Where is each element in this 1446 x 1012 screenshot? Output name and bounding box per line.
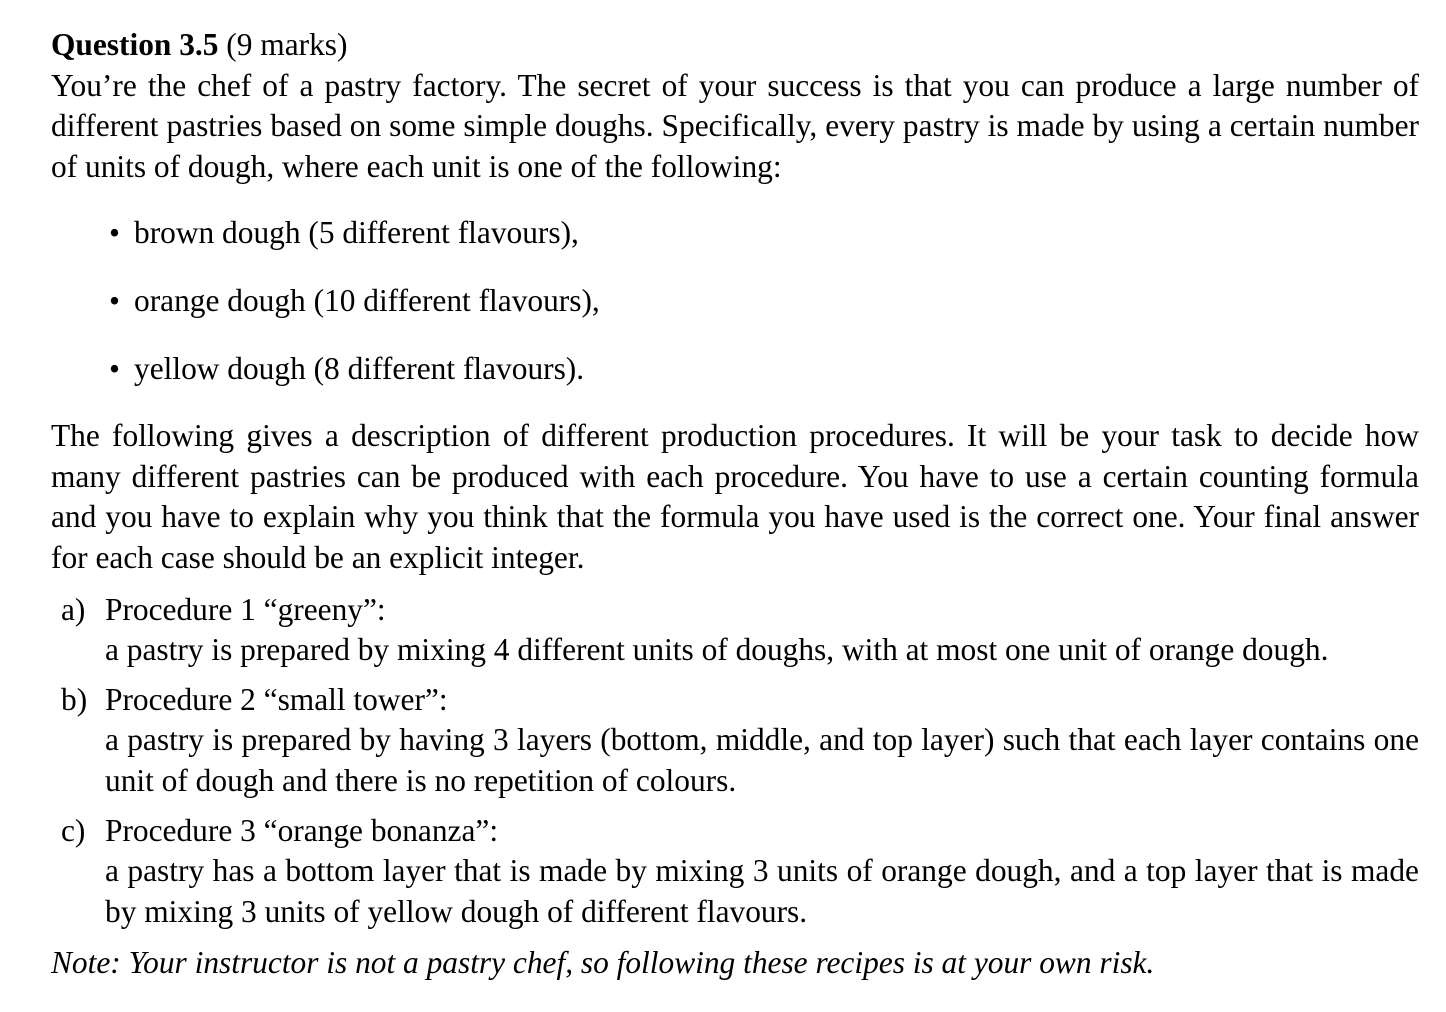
procedure-item [51, 590, 1419, 671]
intro-paragraph: You’re the chef of a pastry factory. The secret of your success is that you can produce a large number of different pastries based on some simple doughs. Specifically, every pastry is made by using a certain number of units of dough, where each unit is one of the following: [51, 67, 1419, 184]
procedure-description: a pastry is prepared by mixing 4 different units of doughs, with at most one unit of orange dough. [105, 632, 1329, 668]
procedure-marker: b) [61, 681, 88, 717]
dough-item [51, 349, 1419, 390]
question-marks: (9 marks) [226, 27, 348, 62]
procedure-list [51, 590, 1419, 933]
procedure-title: Procedure 1 “greeny”: [105, 591, 386, 627]
dough-item-text: brown dough (5 different flavours), [134, 215, 579, 251]
procedure-marker: a) [61, 591, 86, 627]
procedure-item [51, 811, 1419, 933]
procedure-title: Procedure 2 “small tower”: [105, 681, 448, 717]
question-document [51, 25, 1419, 984]
instructor-note: Note: Your instructor is not a pastry chef, so following these recipes is at your own risk. [51, 945, 1155, 981]
dough-item-text: yellow dough (8 different flavours). [134, 350, 585, 386]
bullet-icon: • [109, 350, 120, 386]
procedure-description: a pastry has a bottom layer that is made by mixing 3 units of orange dough, and a top layer that is made by mixing 3 units of yellow dough of different flavours. [105, 853, 1419, 929]
dough-list [51, 213, 1419, 389]
instructions-paragraph: The following gives a description of different production procedures. It will be your task to decide how many different pastries can be produced with each procedure. You have to use a certain counting formula and you have to explain why you think that the formula you have used is the correct one. Your final answer for each case should be an explicit integer. [51, 418, 1419, 575]
bullet-icon: • [109, 215, 120, 251]
question-number: Question 3.5 [51, 27, 219, 62]
procedure-item [51, 680, 1419, 802]
question-heading [51, 25, 1419, 66]
dough-item-text: orange dough (10 different flavours), [134, 282, 600, 318]
dough-item [51, 281, 1419, 322]
procedure-description: a pastry is prepared by having 3 layers (bottom, middle, and top layer) such that each layer contains one unit of dough and there is no repetition of colours. [105, 722, 1419, 798]
procedure-marker: c) [61, 812, 86, 848]
procedure-title: Procedure 3 “orange bonanza”: [105, 812, 499, 848]
dough-item [51, 213, 1419, 254]
bullet-icon: • [109, 282, 120, 318]
